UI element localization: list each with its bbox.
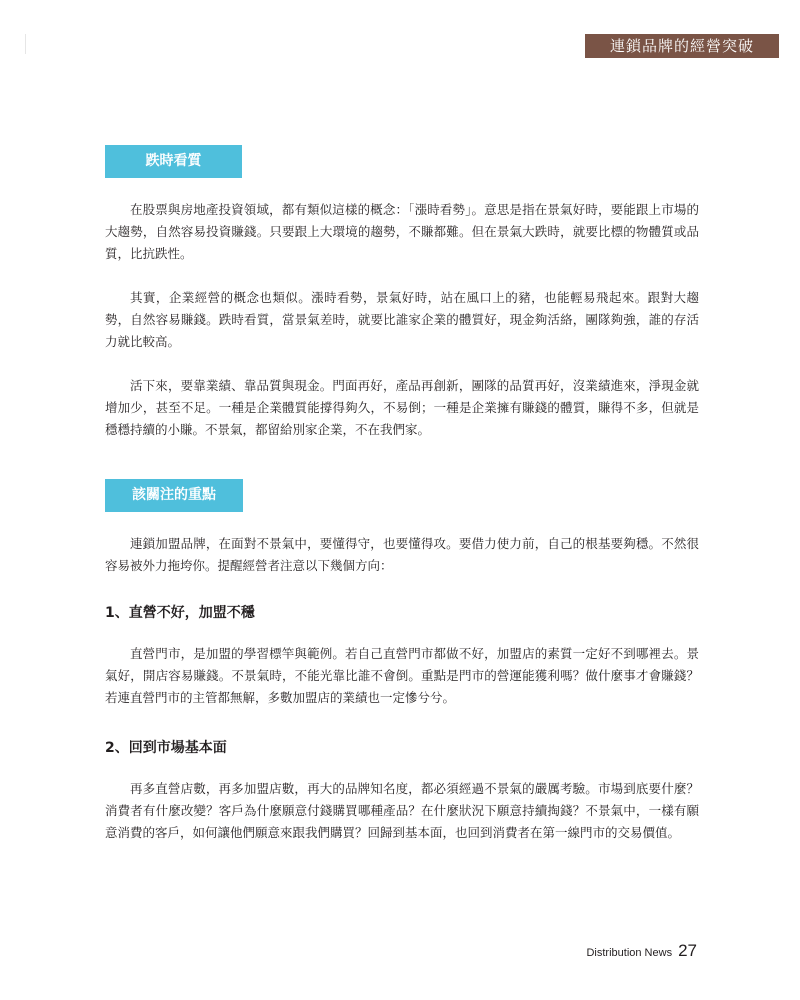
- page-number: 27: [678, 941, 697, 960]
- top-edge-mark: [25, 34, 26, 54]
- point-paragraph: 再多直營店數，再多加盟店數，再大的品牌知名度，都必須經過不景氣的嚴厲考驗。市場到底要什麼？消費者有什麼改變？客戶為什麼願意付錢購買哪種產品？在什麼狀況下願意持續掏錢？不景氣中，一樣有願意消費的客戶，如何讓他們願意來跟我們購買？回歸到基本面，也回到消費者在第一線門市的交易價值。: [105, 781, 699, 840]
- running-header: 連鎖品牌的經營突破: [585, 34, 779, 58]
- page-footer: [586, 941, 697, 961]
- point-paragraph: 直營門市，是加盟的學習標竿與範例。若自己直營門市都做不好，加盟店的素質一定好不到哪裡去。景氣好，開店容易賺錢。不景氣時，不能光靠比誰不會倒。重點是門市的營運能獲利嗎？做什麼事才會賺錢？若連直營門市的主管都無解，多數加盟店的業績也一定慘兮兮。: [105, 646, 699, 705]
- section-tag-falling-quality: 跌時看質: [105, 145, 242, 178]
- point-heading: 2、回到市場基本面: [105, 740, 227, 756]
- body-paragraph: 其實，企業經營的概念也類似。漲時看勢，景氣好時，站在風口上的豬，也能輕易飛起來。跟對大趨勢，自然容易賺錢。跌時看質，當景氣差時，就要比誰家企業的體質好，現金夠活絡，團隊夠強，誰的存活力就比較高。: [105, 290, 699, 349]
- body-paragraph: 活下來，要靠業績、靠品質與現金。門面再好，產品再創新，團隊的品質再好，沒業績進來，淨現金就增加少，甚至不足。一種是企業體質能撐得夠久，不易倒；一種是企業擁有賺錢的體質，賺得不多，但就是穩穩持續的小賺。不景氣，都留給別家企業，不在我們家。: [105, 378, 699, 437]
- section-tag-key-focus: 該關注的重點: [105, 479, 243, 512]
- intro-paragraph: 連鎖加盟品牌，在面對不景氣中，要懂得守，也要懂得攻。要借力使力前，自己的根基要夠穩。不然很容易被外力拖垮你。提醒經營者注意以下幾個方向：: [105, 536, 699, 573]
- point-heading: 1、直營不好，加盟不穩: [105, 605, 255, 621]
- body-paragraph: 在股票與房地產投資領域，都有類似這樣的概念：「漲時看勢」。意思是指在景氣好時，要能跟上市場的大趨勢，自然容易投資賺錢。只要跟上大環境的趨勢，不賺都難。但在景氣大跌時，就要比標的物體質或品質，比抗跌性。: [105, 202, 699, 261]
- publication-name: Distribution News: [586, 947, 673, 959]
